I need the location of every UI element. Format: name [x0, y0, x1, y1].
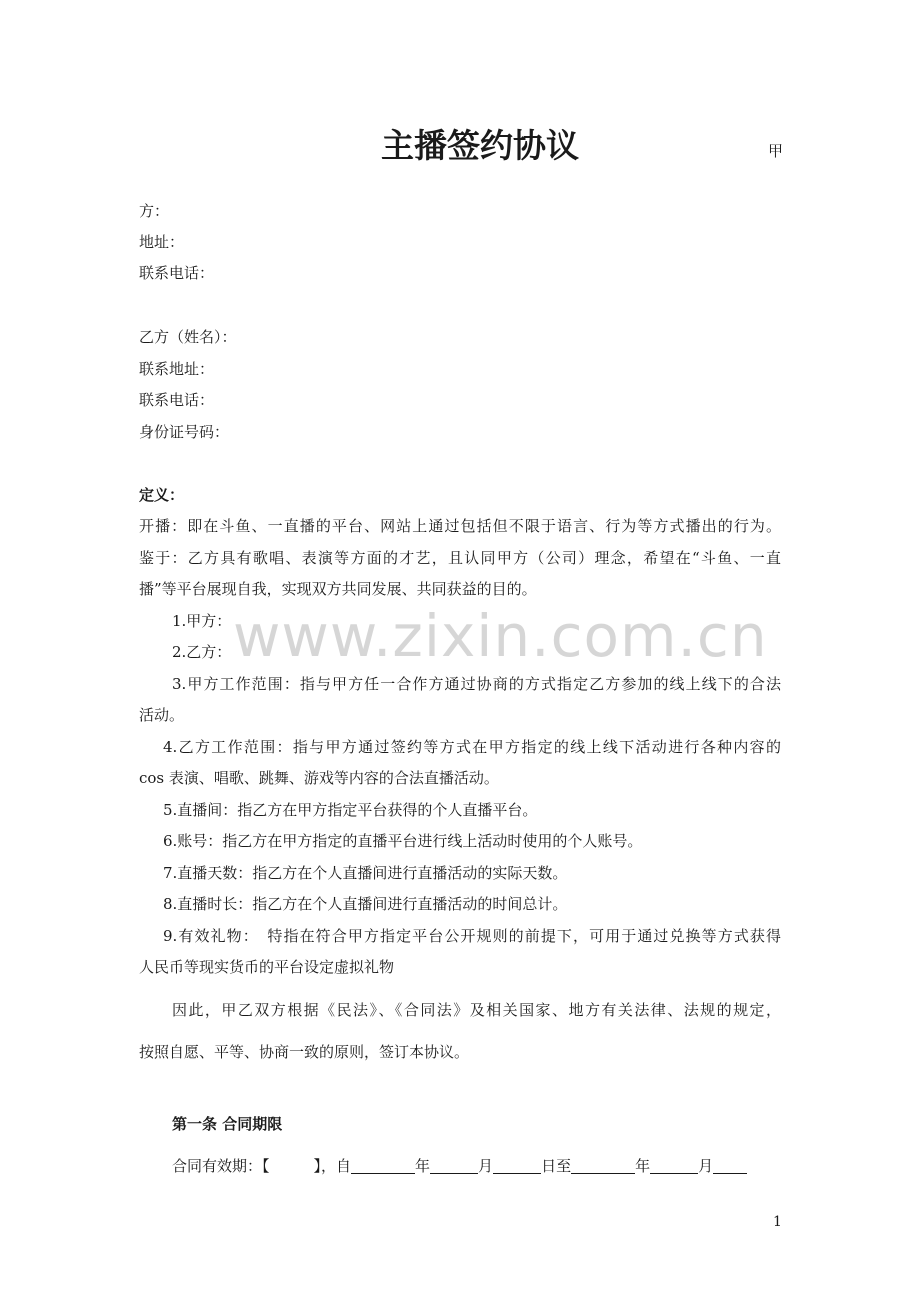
end-month-blank: [650, 1158, 698, 1174]
start-year-blank: [351, 1158, 415, 1174]
contract-term-from: 】，自: [313, 1157, 352, 1175]
definition-item-9-cont: 人民币等现实货币的平台设定虚拟礼物: [139, 958, 395, 976]
start-day-blank: [493, 1158, 541, 1174]
definition-item-7: 7.直播天数：指乙方在个人直播间进行直播活动的实际天数。: [163, 864, 568, 882]
contract-term-line: [172, 1156, 747, 1176]
definition-item-3-cont: 活动。: [139, 706, 185, 724]
end-month-label: 月: [698, 1157, 714, 1175]
article-1-heading: 第一条 合同期限: [172, 1115, 283, 1133]
party-a-name-label: 方：: [139, 202, 170, 220]
definition-item-4: 4.乙方工作范围：指与甲方通过签约等方式在甲方指定的线上线下活动进行各种内容的: [163, 738, 781, 756]
end-year-blank: [571, 1158, 635, 1174]
party-a-fragment: 甲: [768, 142, 784, 160]
party-b-phone-label: 联系电话：: [139, 391, 215, 409]
definition-item-6: 6.账号：指乙方在甲方指定的直播平台进行线上活动时使用的个人账号。: [163, 832, 643, 850]
legal-basis-line-1: 因此，甲乙双方根据《民法》、《合同法》及相关国家、地方有关法律、法规的规定，: [172, 1001, 781, 1019]
definition-item-4-cont: cos 表演、唱歌、跳舞、游戏等内容的合法直播活动。: [139, 769, 499, 787]
party-b-name-label: 乙方（姓名）：: [139, 328, 237, 346]
definition-item-2: 2.乙方：: [172, 643, 232, 661]
legal-basis-line-2: 按照自愿、平等、协商一致的原则，签订本协议。: [139, 1043, 470, 1061]
watermark: www.zixin.com.cn: [233, 602, 768, 670]
definition-broadcast: 开播：即在斗鱼、一直播的平台、网站上通过包括但不限于语言、行为等方式播出的行为。: [139, 517, 781, 535]
definition-item-8: 8.直播时长：指乙方在个人直播间进行直播活动的时间总计。: [163, 895, 568, 913]
year-label: 年: [415, 1157, 431, 1175]
party-a-phone-label: 联系电话：: [139, 264, 215, 282]
page-number: 1: [773, 1214, 782, 1230]
definition-item-1: 1.甲方：: [172, 612, 232, 630]
contract-term-label: 合同有效期：【: [172, 1157, 270, 1175]
document-title: 主播签约协议: [381, 126, 579, 165]
term-bracket-blank: [270, 1159, 314, 1174]
definition-item-5: 5.直播间：指乙方在甲方指定平台获得的个人直播平台。: [163, 801, 538, 819]
party-b-id-label: 身份证号码：: [139, 423, 230, 441]
whereas-line-1: 鉴于：乙方具有歌唱、表演等方面的才艺，且认同甲方（公司）理念，希望在“斗鱼、一直: [139, 549, 781, 567]
party-a-address-label: 地址：: [139, 233, 185, 251]
party-b-address-label: 联系地址：: [139, 360, 215, 378]
month-label: 月: [478, 1157, 494, 1175]
definitions-heading: 定义：: [139, 486, 185, 504]
whereas-line-2: 播”等平台展现自我，实现双方共同发展、共同获益的目的。: [139, 580, 537, 598]
end-day-blank: [713, 1158, 747, 1174]
start-month-blank: [430, 1158, 478, 1174]
definition-item-9: 9.有效礼物： 特指在符合甲方指定平台公开规则的前提下，可用于通过兑换等方式获得: [163, 927, 781, 945]
day-to-label: 日至: [541, 1157, 572, 1175]
definition-item-3: 3.甲方工作范围：指与甲方任一合作方通过协商的方式指定乙方参加的线上线下的合法: [172, 675, 781, 693]
end-year-label: 年: [635, 1157, 651, 1175]
